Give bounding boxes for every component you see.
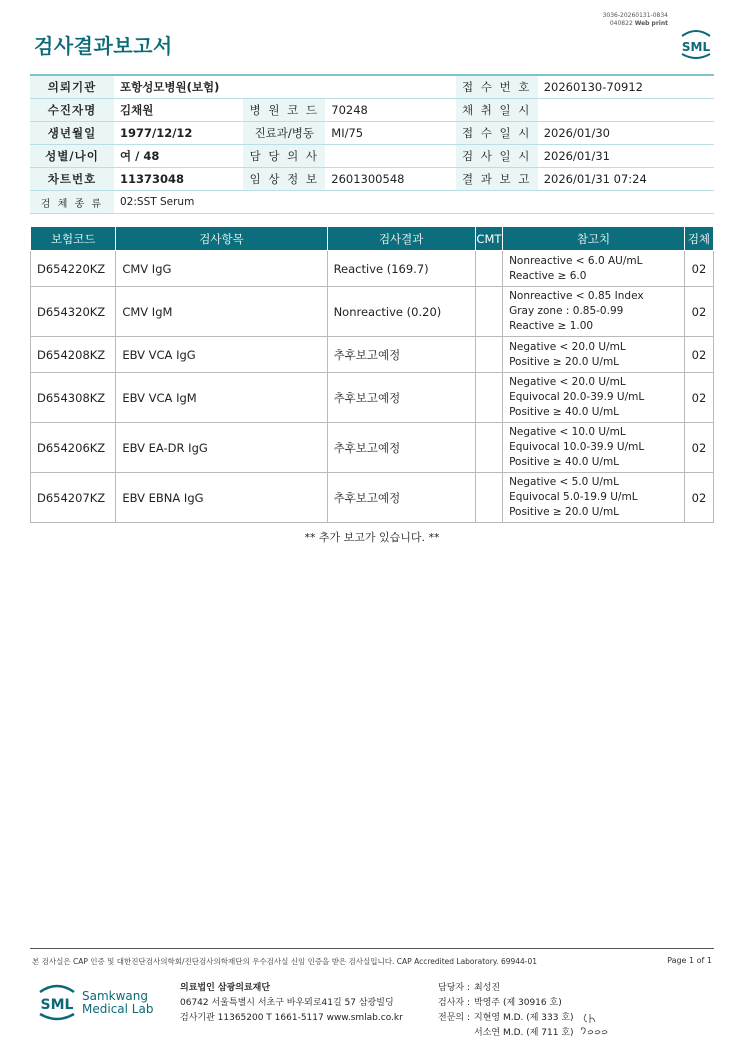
collect-date-label: 채 취 일 시 — [456, 99, 538, 122]
reference-range — [503, 423, 685, 473]
test-item: EBV VCA IgG — [116, 337, 327, 373]
institution-address: 06742 서울특별시 서초구 바우뫼로41길 57 삼광빌딩 — [180, 998, 394, 1008]
test-result: 추후보고예정 — [327, 337, 475, 373]
sml-logo-icon — [678, 26, 714, 62]
sml-footer-logo-icon — [36, 980, 78, 1024]
insurance-code: D654308KZ — [31, 373, 116, 423]
test-result: Reactive (169.7) — [327, 251, 475, 287]
cmt — [475, 251, 502, 287]
specimen-type: 02:SST Serum — [114, 191, 714, 214]
sml-footer-logo-text: SML — [40, 997, 74, 1013]
table-row — [31, 373, 714, 423]
specimen-type-label: 검 체 종 류 — [30, 191, 114, 214]
staff-row — [428, 996, 574, 1011]
clinical-label: 임 상 정 보 — [243, 168, 325, 191]
chart-no: 11373048 — [114, 168, 243, 191]
staff-role: 담당자 : — [438, 983, 470, 993]
reference-range — [503, 337, 685, 373]
page-number: Page 1 of 1 — [667, 956, 712, 965]
reference-range — [503, 251, 685, 287]
birth: 1977/12/12 — [114, 122, 243, 145]
web-print-label: Web print — [634, 20, 668, 27]
company-line1: Samkwang — [82, 989, 148, 1003]
hospital-code-label: 병 원 코 드 — [243, 99, 325, 122]
test-date: 2026/01/31 — [538, 145, 714, 168]
report-date: 2026/01/31 07:24 — [538, 168, 714, 191]
specimen: 02 — [684, 473, 713, 523]
test-item: CMV IgM — [116, 287, 327, 337]
signature-icon — [578, 1010, 610, 1040]
col-specimen: 검체 — [684, 227, 713, 251]
receipt-date: 2026/01/30 — [538, 122, 714, 145]
staff-row — [428, 1026, 574, 1041]
insurance-code: D654207KZ — [31, 473, 116, 523]
specimen: 02 — [684, 287, 713, 337]
col-result: 검사결과 — [327, 227, 475, 251]
table-row — [31, 287, 714, 337]
sex-age-label: 성별/나이 — [30, 145, 114, 168]
company-line2: Medical Lab — [82, 1002, 154, 1016]
test-date-label: 검 사 일 시 — [456, 145, 538, 168]
footer-divider — [30, 948, 714, 949]
results-table — [30, 226, 714, 523]
sml-logo-text: SML — [681, 40, 711, 54]
col-cmt: CMT — [475, 227, 502, 251]
dept-label: 진료과/병동 — [243, 122, 325, 145]
ref-line: Reactive ≥ 1.00 — [509, 320, 594, 332]
staff-list — [428, 981, 574, 1041]
reference-range — [503, 473, 685, 523]
ref-line: Equivocal 10.0-39.9 U/mL — [509, 441, 645, 453]
ref-line: Negative < 20.0 U/mL — [509, 340, 626, 353]
insurance-code: D654208KZ — [31, 337, 116, 373]
staff-row — [428, 1011, 574, 1026]
staff-role: 검사자 : — [438, 998, 470, 1008]
clinical: 2601300548 — [325, 168, 455, 191]
staff-row — [428, 981, 574, 996]
ref-line: Positive ≥ 40.0 U/mL — [509, 406, 620, 418]
insurance-code: D654320KZ — [31, 287, 116, 337]
ref-line: Equivocal 5.0-19.9 U/mL — [509, 491, 638, 503]
staff-name: 지현영 M.D. (제 333 호) — [474, 1013, 574, 1023]
col-test-item: 검사항목 — [116, 227, 327, 251]
ref-line: Reactive ≥ 6.0 — [509, 269, 587, 282]
institution-name: 의료법인 삼광의료재단 — [180, 983, 271, 993]
cmt — [475, 473, 502, 523]
patient-name-label: 수진자명 — [30, 99, 114, 122]
institution-info — [180, 981, 403, 1026]
test-result: 추후보고예정 — [327, 373, 475, 423]
doc-code-line1: 3036-20260131-0834 — [602, 12, 668, 19]
doc-code-line2: 040822 — [609, 20, 633, 27]
receipt-no: 20260130-70912 — [538, 75, 714, 99]
insurance-code: D654206KZ — [31, 423, 116, 473]
additional-report-note: ** 추가 보고가 있습니다. ** — [304, 531, 440, 544]
ref-line: Gray zone : 0.85-0.99 — [509, 305, 624, 317]
ref-line: Negative < 20.0 U/mL — [509, 376, 626, 388]
sex-age: 여 / 48 — [114, 145, 243, 168]
patient-name: 김채원 — [114, 99, 243, 122]
test-result: Nonreactive (0.20) — [327, 287, 475, 337]
ref-line: Negative < 5.0 U/mL — [509, 476, 619, 488]
test-item: CMV IgG — [116, 251, 327, 287]
request-org-label: 의뢰기관 — [30, 75, 114, 99]
test-item: EBV VCA IgM — [116, 373, 327, 423]
ref-line: Positive ≥ 40.0 U/mL — [509, 456, 620, 468]
document-code — [603, 12, 668, 28]
company-name — [82, 990, 153, 1016]
staff-name: 박영주 (제 30916 호) — [474, 998, 562, 1008]
ref-line: Nonreactive < 6.0 AU/mL — [509, 254, 643, 267]
ref-line: Positive ≥ 20.0 U/mL — [509, 506, 620, 518]
test-result: 추후보고예정 — [327, 473, 475, 523]
insurance-code: D654220KZ — [31, 251, 116, 287]
staff-name: 서소연 M.D. (제 711 호) — [474, 1028, 574, 1038]
doctor-label: 담 당 의 사 — [243, 145, 325, 168]
cmt — [475, 287, 502, 337]
institution-contact: 검사기관 11365200 T 1661-5117 www.smlab.co.kr — [180, 1013, 403, 1023]
specimen: 02 — [684, 251, 713, 287]
receipt-no-label: 접 수 번 호 — [456, 75, 538, 99]
reference-range — [503, 287, 685, 337]
table-row — [31, 423, 714, 473]
dept: MI/75 — [325, 122, 455, 145]
cmt — [475, 337, 502, 373]
col-reference: 참고치 — [503, 227, 685, 251]
report-title: 검사결과보고서 — [34, 34, 173, 58]
staff-name: 최성진 — [474, 983, 501, 993]
doctor — [325, 145, 455, 168]
request-org: 포항성모병원(보험) — [114, 75, 456, 99]
col-insurance-code: 보험코드 — [31, 227, 116, 251]
receipt-date-label: 접 수 일 시 — [456, 122, 538, 145]
report-date-label: 결 과 보 고 — [456, 168, 538, 191]
collect-date — [538, 99, 714, 122]
test-item: EBV EA-DR IgG — [116, 423, 327, 473]
table-row — [31, 251, 714, 287]
staff-role — [428, 1026, 474, 1041]
cmt — [475, 423, 502, 473]
ref-line: Positive ≥ 20.0 U/mL — [509, 355, 620, 368]
accreditation-note: 본 검사실은 CAP 인증 및 대한진단검사의학회/진단검사의학재단의 우수검사실 신임 인증을 받은 검사실입니다. CAP Accredited Laboratory. 69944-01 — [32, 957, 538, 966]
staff-role: 전문의 : — [438, 1013, 470, 1023]
birth-label: 생년월일 — [30, 122, 114, 145]
ref-line: Nonreactive < 0.85 Index — [509, 290, 644, 302]
hospital-code: 70248 — [325, 99, 455, 122]
test-result: 추후보고예정 — [327, 423, 475, 473]
table-row — [31, 473, 714, 523]
ref-line: Equivocal 20.0-39.9 U/mL — [509, 391, 645, 403]
test-item: EBV EBNA IgG — [116, 473, 327, 523]
reference-range — [503, 373, 685, 423]
patient-info-table — [30, 74, 714, 214]
specimen: 02 — [684, 337, 713, 373]
specimen: 02 — [684, 373, 713, 423]
cmt — [475, 373, 502, 423]
table-row — [31, 337, 714, 373]
chart-no-label: 차트번호 — [30, 168, 114, 191]
specimen: 02 — [684, 423, 713, 473]
ref-line: Negative < 10.0 U/mL — [509, 426, 626, 438]
